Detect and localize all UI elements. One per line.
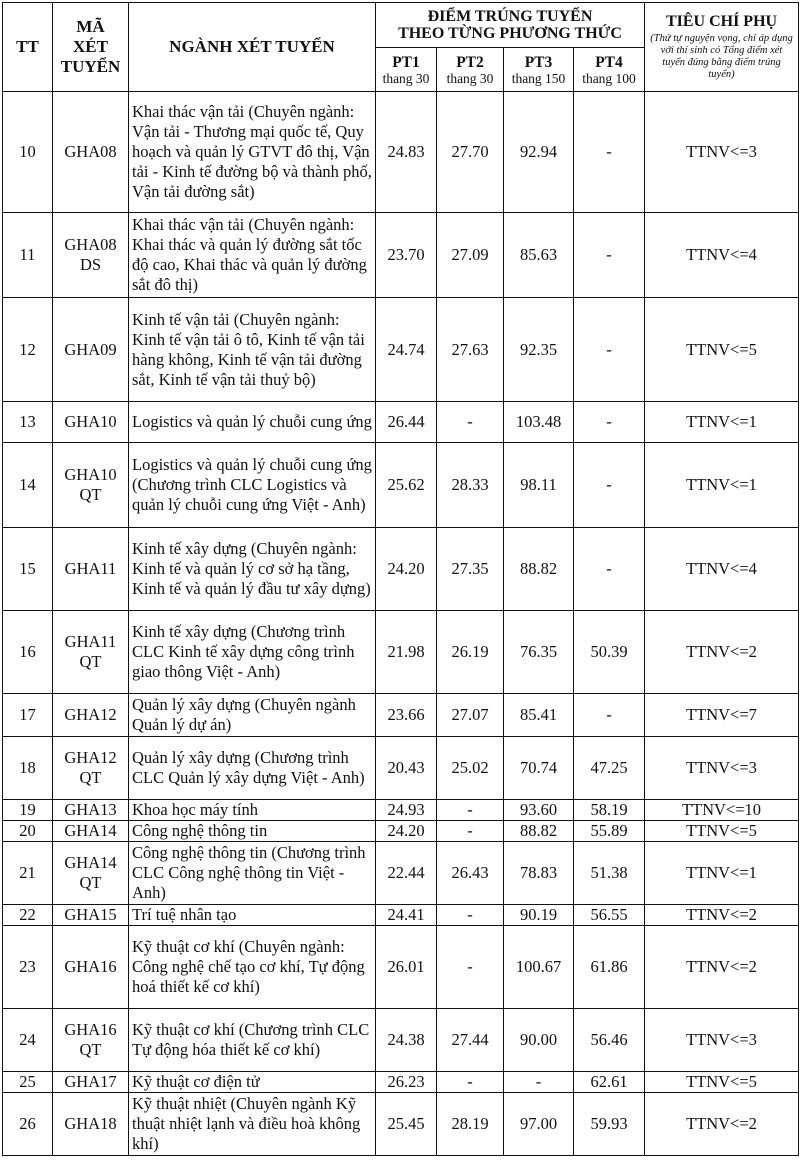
table-row bbox=[3, 443, 799, 528]
cell-pt3: 85.63 bbox=[504, 213, 574, 298]
code-part: QT bbox=[79, 652, 102, 671]
cell-code bbox=[53, 402, 129, 443]
cell-nganh: Kinh tế vận tải (Chuyên ngành: Kinh tế vận tải ô tô, Kinh tế vận tải hàng không, Kinh tế vận tải đường sắt, Kinh tế vận tải thuỷ bộ) bbox=[129, 298, 376, 402]
cell-pt2: - bbox=[437, 800, 504, 821]
cell-nganh: Quản lý xây dựng (Chương trình CLC Quản lý xây dựng Việt - Anh) bbox=[129, 737, 376, 800]
cell-tieu-chi: TTNV<=5 bbox=[645, 298, 799, 402]
cell-pt2: 27.63 bbox=[437, 298, 504, 402]
cell-nganh: Kinh tế xây dựng (Chương trình CLC Kinh tế xây dựng công trình giao thông Việt - Anh) bbox=[129, 611, 376, 694]
cell-pt4: 56.55 bbox=[574, 905, 645, 926]
table-row bbox=[3, 92, 799, 213]
table-row bbox=[3, 737, 799, 800]
header-pt1 bbox=[376, 48, 437, 92]
cell-pt4: - bbox=[574, 402, 645, 443]
cell-pt1: 21.98 bbox=[376, 611, 437, 694]
cell-pt3: 98.11 bbox=[504, 443, 574, 528]
table-row bbox=[3, 1009, 799, 1072]
cell-pt2: 27.07 bbox=[437, 694, 504, 737]
code-part: QT bbox=[79, 768, 102, 787]
code-part: GHA10 bbox=[64, 412, 117, 431]
cell-nganh: Khoa học máy tính bbox=[129, 800, 376, 821]
cell-tieu-chi: TTNV<=1 bbox=[645, 402, 799, 443]
header-ma-line: TUYỂN bbox=[60, 57, 121, 76]
cell-tieu-chi: TTNV<=3 bbox=[645, 92, 799, 213]
cell-pt4: - bbox=[574, 298, 645, 402]
cell-code bbox=[53, 905, 129, 926]
cell-pt3: 97.00 bbox=[504, 1093, 574, 1156]
table-row bbox=[3, 842, 799, 905]
cell-tt: 13 bbox=[3, 402, 53, 443]
cell-pt3: - bbox=[504, 1072, 574, 1093]
cell-pt4: 55.89 bbox=[574, 821, 645, 842]
cell-pt4: 47.25 bbox=[574, 737, 645, 800]
cell-nganh: Trí tuệ nhân tạo bbox=[129, 905, 376, 926]
header-ma-line: MÃ bbox=[76, 17, 105, 36]
cell-nganh: Kỹ thuật cơ khí (Chuyên ngành: Công nghệ chế tạo cơ khí, Tự động hoá thiết kế cơ khí) bbox=[129, 926, 376, 1009]
code-part: GHA18 bbox=[64, 1114, 117, 1133]
cell-pt1: 26.01 bbox=[376, 926, 437, 1009]
cell-pt1: 24.20 bbox=[376, 821, 437, 842]
cell-pt2: 27.70 bbox=[437, 92, 504, 213]
cell-nganh: Khai thác vận tải (Chuyên ngành: Khai thác và quản lý đường sắt tốc độ cao, Khai thác và quản lý đường sắt đô thị) bbox=[129, 213, 376, 298]
cell-code bbox=[53, 298, 129, 402]
header-ma-line: XÉT bbox=[73, 37, 108, 56]
cell-code bbox=[53, 800, 129, 821]
header-tieu-chi-note: (Thứ tự nguyện vọng, chỉ áp dụng với thí sinh có Tổng điểm xét tuyển đúng bằng điểm trúng tuyển) bbox=[650, 33, 793, 80]
cell-tt: 23 bbox=[3, 926, 53, 1009]
method-scale: thang 30 bbox=[446, 70, 494, 86]
table-body bbox=[3, 92, 799, 1156]
cell-tt: 19 bbox=[3, 800, 53, 821]
cell-pt4: 56.46 bbox=[574, 1009, 645, 1072]
code-part: GHA16 bbox=[64, 957, 117, 976]
cell-tt: 17 bbox=[3, 694, 53, 737]
cell-pt4: - bbox=[574, 694, 645, 737]
code-part: GHA14 bbox=[64, 821, 117, 840]
cell-pt2: - bbox=[437, 821, 504, 842]
cell-nganh: Kỹ thuật cơ khí (Chương trình CLC Tự động hóa thiết kế cơ khí) bbox=[129, 1009, 376, 1072]
cell-pt4: 59.93 bbox=[574, 1093, 645, 1156]
cell-pt4: 62.61 bbox=[574, 1072, 645, 1093]
code-part: GHA12 bbox=[64, 705, 117, 724]
cell-pt1: 26.44 bbox=[376, 402, 437, 443]
cell-pt2: - bbox=[437, 926, 504, 1009]
cell-code bbox=[53, 92, 129, 213]
cell-tt: 14 bbox=[3, 443, 53, 528]
method-name: PT1 bbox=[392, 53, 420, 71]
table-row bbox=[3, 1072, 799, 1093]
cell-nganh: Logistics và quản lý chuỗi cung ứng bbox=[129, 402, 376, 443]
table-row bbox=[3, 298, 799, 402]
cell-tt: 25 bbox=[3, 1072, 53, 1093]
cell-tieu-chi: TTNV<=3 bbox=[645, 1009, 799, 1072]
cell-pt4: - bbox=[574, 213, 645, 298]
cell-code bbox=[53, 1072, 129, 1093]
cell-code bbox=[53, 213, 129, 298]
cell-pt2: - bbox=[437, 1072, 504, 1093]
cell-code bbox=[53, 821, 129, 842]
cell-code bbox=[53, 528, 129, 611]
cell-nganh: Khai thác vận tải (Chuyên ngành: Vận tải - Thương mại quốc tế, Quy hoạch và quản lý GTVT đô thị, Vận tải - Kinh tế đường bộ và thành phố, Vận tải đường sắt) bbox=[129, 92, 376, 213]
code-part: GHA12 bbox=[64, 748, 117, 767]
cell-pt4: 50.39 bbox=[574, 611, 645, 694]
cell-pt4: - bbox=[574, 92, 645, 213]
cell-tieu-chi: TTNV<=2 bbox=[645, 905, 799, 926]
cell-pt2: - bbox=[437, 402, 504, 443]
code-part: GHA08 bbox=[64, 142, 117, 161]
method-scale: thang 100 bbox=[582, 70, 636, 86]
cell-pt4: 51.38 bbox=[574, 842, 645, 905]
cell-tt: 10 bbox=[3, 92, 53, 213]
header-nganh-xet-tuyen: NGÀNH XÉT TUYỂN bbox=[129, 3, 376, 92]
cell-pt1: 23.70 bbox=[376, 213, 437, 298]
code-part: GHA13 bbox=[64, 800, 117, 819]
cell-pt2: 26.43 bbox=[437, 842, 504, 905]
cell-pt1: 20.43 bbox=[376, 737, 437, 800]
cell-pt1: 24.74 bbox=[376, 298, 437, 402]
cell-tt: 16 bbox=[3, 611, 53, 694]
cell-pt3: 78.83 bbox=[504, 842, 574, 905]
cell-pt1: 25.45 bbox=[376, 1093, 437, 1156]
cell-tieu-chi: TTNV<=2 bbox=[645, 926, 799, 1009]
code-part: GHA16 bbox=[64, 1020, 117, 1039]
cell-tieu-chi: TTNV<=3 bbox=[645, 737, 799, 800]
code-part: QT bbox=[79, 873, 102, 892]
cell-pt1: 24.93 bbox=[376, 800, 437, 821]
cell-tieu-chi: TTNV<=10 bbox=[645, 800, 799, 821]
cell-tieu-chi: TTNV<=2 bbox=[645, 1093, 799, 1156]
cell-nganh: Kỹ thuật nhiệt (Chuyên ngành Kỹ thuật nhiệt lạnh và điều hoà không khí) bbox=[129, 1093, 376, 1156]
table-row bbox=[3, 905, 799, 926]
table-header bbox=[3, 3, 799, 92]
table-row bbox=[3, 213, 799, 298]
cell-code bbox=[53, 694, 129, 737]
cell-tt: 20 bbox=[3, 821, 53, 842]
cell-pt3: 90.19 bbox=[504, 905, 574, 926]
cell-tt: 11 bbox=[3, 213, 53, 298]
code-part: GHA14 bbox=[64, 853, 117, 872]
cell-pt2: 28.19 bbox=[437, 1093, 504, 1156]
code-part: GHA09 bbox=[64, 339, 117, 359]
method-scale: thang 30 bbox=[382, 70, 430, 86]
cell-nganh: Logistics và quản lý chuỗi cung ứng (Chương trình CLC Logistics và quản lý chuỗi cung ứng Việt - Anh) bbox=[129, 443, 376, 528]
method-scale: thang 150 bbox=[511, 70, 566, 86]
table-row bbox=[3, 611, 799, 694]
code-part: QT bbox=[79, 1040, 102, 1059]
cell-code bbox=[53, 611, 129, 694]
cell-nganh: Kỹ thuật cơ điện tử bbox=[129, 1072, 376, 1093]
cell-pt3: 100.67 bbox=[504, 926, 574, 1009]
cell-pt4: 58.19 bbox=[574, 800, 645, 821]
cell-tieu-chi: TTNV<=5 bbox=[645, 1072, 799, 1093]
cell-code bbox=[53, 443, 129, 528]
cell-tieu-chi: TTNV<=1 bbox=[645, 443, 799, 528]
cell-pt2: - bbox=[437, 905, 504, 926]
cell-pt3: 88.82 bbox=[504, 821, 574, 842]
cell-tt: 12 bbox=[3, 298, 53, 402]
header-diem-trung-tuyen bbox=[376, 3, 645, 48]
cell-pt2: 26.19 bbox=[437, 611, 504, 694]
cell-tieu-chi: TTNV<=4 bbox=[645, 528, 799, 611]
cell-nganh: Công nghệ thông tin (Chương trình CLC Công nghệ thông tin Việt - Anh) bbox=[129, 842, 376, 905]
table-row bbox=[3, 402, 799, 443]
cell-pt3: 103.48 bbox=[504, 402, 574, 443]
code-part: GHA08 bbox=[64, 235, 117, 254]
cell-pt3: 70.74 bbox=[504, 737, 574, 800]
cell-pt2: 25.02 bbox=[437, 737, 504, 800]
cell-pt1: 24.38 bbox=[376, 1009, 437, 1072]
cell-pt2: 27.44 bbox=[437, 1009, 504, 1072]
cell-code bbox=[53, 1009, 129, 1072]
cell-tt: 18 bbox=[3, 737, 53, 800]
cell-pt4: - bbox=[574, 528, 645, 611]
table-row bbox=[3, 528, 799, 611]
cell-pt3: 92.35 bbox=[504, 298, 574, 402]
cell-pt1: 22.44 bbox=[376, 842, 437, 905]
cell-pt3: 92.94 bbox=[504, 92, 574, 213]
header-tieu-chi-title: TIÊU CHÍ PHỤ bbox=[665, 13, 778, 30]
cell-tieu-chi: TTNV<=1 bbox=[645, 842, 799, 905]
cell-pt4: - bbox=[574, 443, 645, 528]
code-part: QT bbox=[79, 485, 102, 504]
method-name: PT2 bbox=[456, 53, 484, 71]
header-pt4 bbox=[574, 48, 645, 92]
cell-code bbox=[53, 842, 129, 905]
cell-pt3: 90.00 bbox=[504, 1009, 574, 1072]
cell-tieu-chi: TTNV<=7 bbox=[645, 694, 799, 737]
cell-code bbox=[53, 1093, 129, 1156]
cell-tt: 22 bbox=[3, 905, 53, 926]
cell-pt1: 24.20 bbox=[376, 528, 437, 611]
cell-pt2: 27.35 bbox=[437, 528, 504, 611]
cell-nganh: Quản lý xây dựng (Chuyên ngành Quản lý dự án) bbox=[129, 694, 376, 737]
cell-pt1: 26.23 bbox=[376, 1072, 437, 1093]
cell-tieu-chi: TTNV<=4 bbox=[645, 213, 799, 298]
method-name: PT4 bbox=[595, 53, 623, 71]
table-row bbox=[3, 926, 799, 1009]
cell-pt1: 24.83 bbox=[376, 92, 437, 213]
cell-pt3: 76.35 bbox=[504, 611, 574, 694]
code-part: DS bbox=[79, 255, 102, 274]
cell-nganh: Kinh tế xây dựng (Chuyên ngành: Kinh tế và quản lý cơ sở hạ tầng, Kinh tế và quản lý đầu tư xây dựng) bbox=[129, 528, 376, 611]
admission-score-table bbox=[2, 2, 799, 1156]
cell-pt1: 24.41 bbox=[376, 905, 437, 926]
cell-tt: 15 bbox=[3, 528, 53, 611]
cell-pt2: 27.09 bbox=[437, 213, 504, 298]
cell-pt3: 88.82 bbox=[504, 528, 574, 611]
header-tt: TT bbox=[3, 3, 53, 92]
cell-pt2: 28.33 bbox=[437, 443, 504, 528]
cell-pt3: 85.41 bbox=[504, 694, 574, 737]
code-part: GHA10 bbox=[64, 465, 117, 484]
cell-code bbox=[53, 737, 129, 800]
header-tieu-chi-phu bbox=[645, 3, 799, 92]
header-pt3 bbox=[504, 48, 574, 92]
method-name: PT3 bbox=[524, 53, 553, 71]
cell-tieu-chi: TTNV<=2 bbox=[645, 611, 799, 694]
cell-nganh: Công nghệ thông tin bbox=[129, 821, 376, 842]
table-row bbox=[3, 800, 799, 821]
table-row bbox=[3, 1093, 799, 1156]
cell-tt: 24 bbox=[3, 1009, 53, 1072]
code-part: GHA11 bbox=[64, 632, 117, 651]
header-ma-xet-tuyen bbox=[53, 3, 129, 92]
table-row bbox=[3, 821, 799, 842]
code-part: GHA17 bbox=[64, 1072, 117, 1091]
cell-tieu-chi: TTNV<=5 bbox=[645, 821, 799, 842]
code-part: GHA15 bbox=[64, 905, 117, 924]
cell-pt1: 23.66 bbox=[376, 694, 437, 737]
cell-code bbox=[53, 926, 129, 1009]
cell-pt4: 61.86 bbox=[574, 926, 645, 1009]
code-part: GHA11 bbox=[64, 559, 117, 578]
header-diem-line: THEO TỪNG PHƯƠNG THỨC bbox=[398, 25, 622, 42]
cell-tt: 21 bbox=[3, 842, 53, 905]
cell-tt: 26 bbox=[3, 1093, 53, 1156]
header-diem-line: ĐIỂM TRÚNG TUYỂN bbox=[427, 8, 593, 25]
cell-pt3: 93.60 bbox=[504, 800, 574, 821]
header-pt2 bbox=[437, 48, 504, 92]
cell-pt1: 25.62 bbox=[376, 443, 437, 528]
table-row bbox=[3, 694, 799, 737]
